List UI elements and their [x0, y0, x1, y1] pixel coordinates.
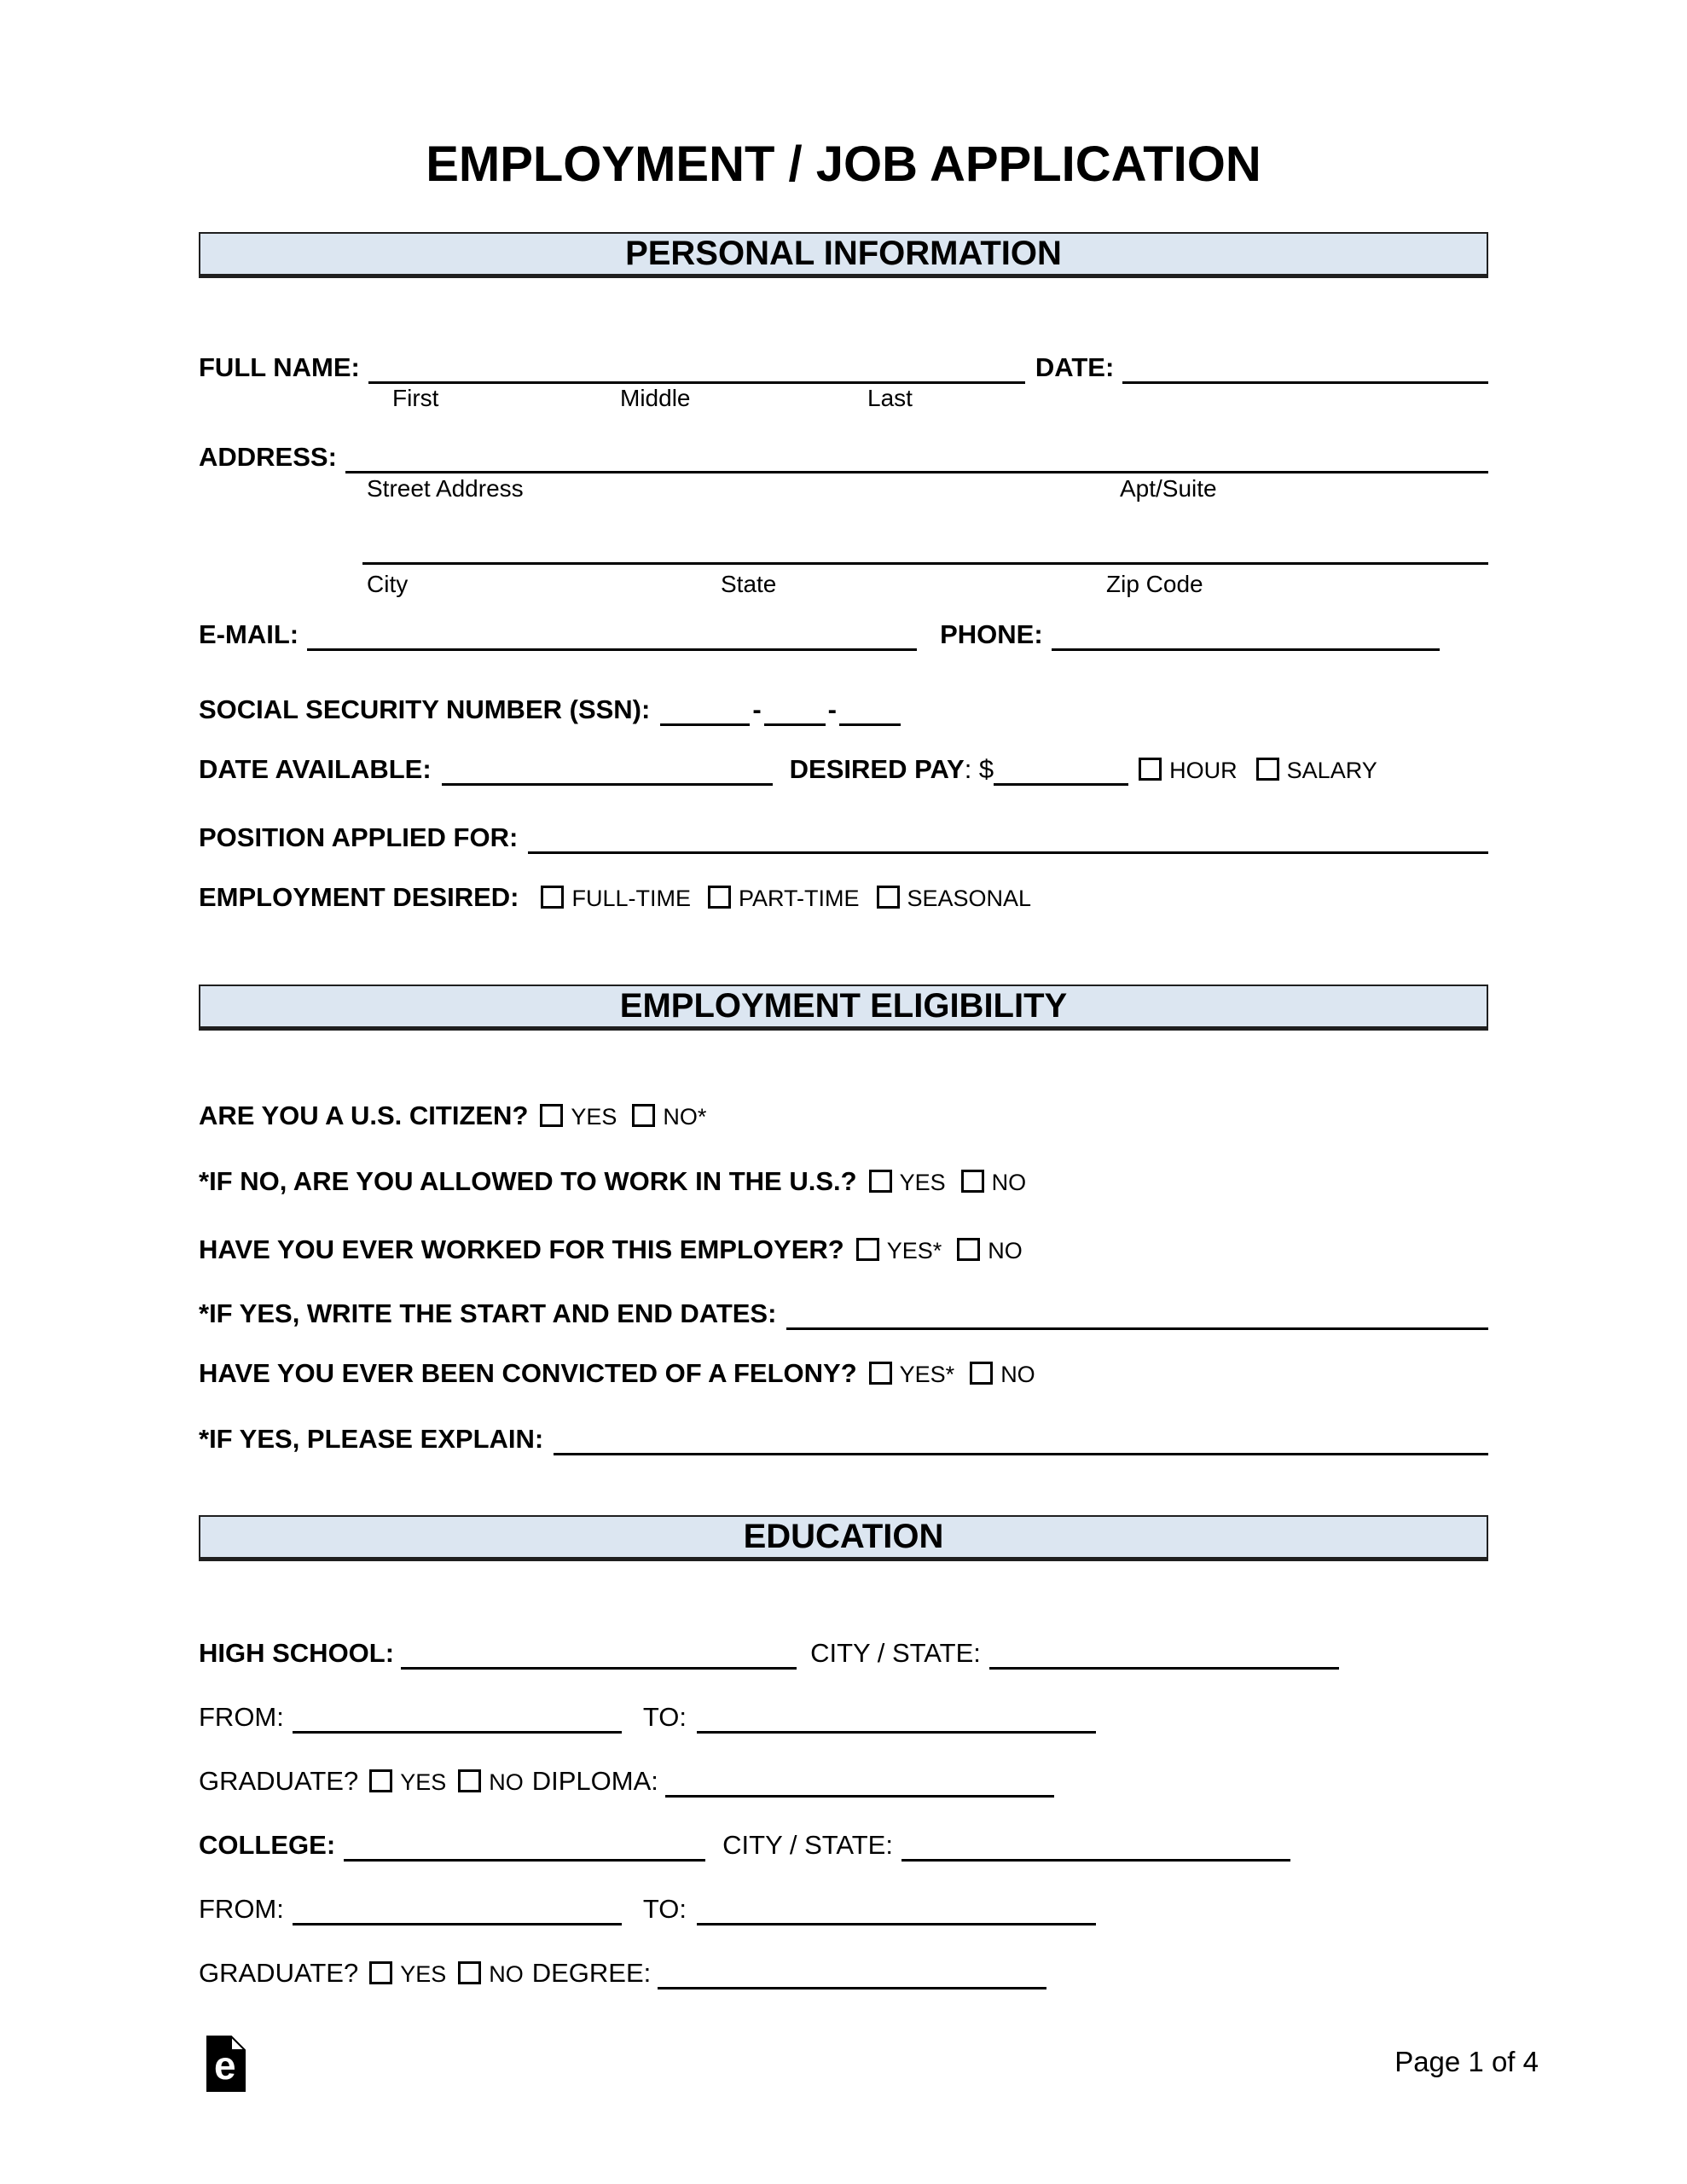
full-name-input[interactable]	[368, 356, 1025, 384]
ssn-input-1[interactable]	[660, 698, 750, 726]
email-label: E-MAIL:	[199, 619, 299, 649]
felony-yes-checkbox[interactable]	[869, 1362, 892, 1385]
allowed-to-work-yes-label: YES	[899, 1170, 946, 1195]
college-city-state-label: CITY / STATE:	[722, 1830, 893, 1860]
hs-graduate-yes-label: YES	[400, 1769, 447, 1795]
address-sublabels-row	[199, 474, 1488, 508]
worked-for-employer-no-checkbox[interactable]	[957, 1238, 980, 1261]
email-input[interactable]	[307, 623, 917, 651]
hs-graduate-label: GRADUATE?	[199, 1766, 359, 1796]
section-header-education-label: EDUCATION	[743, 1518, 944, 1555]
page-title: EMPLOYMENT / JOB APPLICATION	[426, 136, 1261, 192]
first-sublabel: First	[392, 385, 439, 411]
date-input[interactable]	[1122, 356, 1488, 384]
worked-for-employer-question: HAVE YOU EVER WORKED FOR THIS EMPLOYER?	[199, 1234, 844, 1264]
ssn-input-3[interactable]	[839, 698, 901, 726]
college-row	[199, 1826, 1488, 1861]
college-graduate-row	[199, 1954, 1488, 1989]
college-from-to-row	[199, 1890, 1488, 1925]
college-graduate-yes-label: YES	[400, 1961, 447, 1987]
apt-suite-sublabel: Apt/Suite	[1120, 475, 1217, 502]
city-sublabel: City	[367, 571, 409, 597]
hs-to-input[interactable]	[697, 1705, 1096, 1734]
felony-explain-input[interactable]	[554, 1427, 1488, 1455]
phone-input[interactable]	[1052, 623, 1440, 651]
ssn-input-2[interactable]	[764, 698, 826, 726]
us-citizen-question: ARE YOU A U.S. CITIZEN?	[199, 1101, 529, 1130]
date-available-row	[199, 750, 1488, 786]
college-to-input[interactable]	[697, 1897, 1096, 1926]
ssn-hyphen-1: -	[752, 694, 762, 724]
logo-letter: e	[214, 2043, 236, 2088]
us-citizen-no-checkbox[interactable]	[632, 1104, 655, 1127]
full-time-checkbox[interactable]	[541, 886, 564, 909]
hour-checkbox[interactable]	[1139, 758, 1162, 781]
degree-label: DEGREE:	[531, 1958, 652, 1988]
high-school-label: HIGH SCHOOL:	[199, 1638, 395, 1668]
college-graduate-no-checkbox[interactable]	[458, 1961, 481, 1984]
us-citizen-yes-checkbox[interactable]	[540, 1104, 563, 1127]
employment-desired-label: EMPLOYMENT DESIRED:	[199, 882, 519, 912]
zip-code-sublabel: Zip Code	[1106, 571, 1203, 597]
full-name-row	[199, 348, 1488, 383]
full-name-label: FULL NAME:	[199, 352, 360, 382]
allowed-to-work-no-label: NO	[991, 1170, 1027, 1195]
worked-for-employer-yes-checkbox[interactable]	[856, 1238, 879, 1261]
college-from-input[interactable]	[293, 1897, 622, 1926]
section-header-personal-information-label: PERSONAL INFORMATION	[625, 235, 1062, 272]
section-header-employment-eligibility-label: EMPLOYMENT ELIGIBILITY	[619, 987, 1068, 1025]
college-from-label: FROM:	[199, 1894, 284, 1924]
state-sublabel: State	[721, 571, 777, 597]
allowed-to-work-question: *IF NO, ARE YOU ALLOWED TO WORK IN THE U.S.?	[199, 1166, 857, 1196]
desired-pay-suffix: : $	[964, 754, 994, 784]
street-address-sublabel: Street Address	[367, 475, 524, 502]
high-school-row	[199, 1634, 1488, 1669]
address-sublabels2-row	[199, 570, 1488, 604]
us-citizen-row	[199, 1101, 1488, 1132]
college-label: COLLEGE:	[199, 1830, 336, 1860]
hs-graduate-yes-checkbox[interactable]	[369, 1769, 392, 1792]
felony-question: HAVE YOU EVER BEEN CONVICTED OF A FELONY?	[199, 1358, 857, 1388]
name-sublabels-row	[199, 384, 1488, 418]
date-label: DATE:	[1035, 352, 1115, 382]
hs-city-state-input[interactable]	[989, 1641, 1339, 1670]
allowed-to-work-yes-checkbox[interactable]	[869, 1170, 892, 1193]
us-citizen-no-label: NO*	[663, 1104, 707, 1130]
section-header-education	[199, 1515, 1488, 1561]
felony-explain-label: *IF YES, PLEASE EXPLAIN:	[199, 1424, 544, 1454]
address-row	[199, 438, 1488, 473]
eforms-logo-icon	[206, 2036, 246, 2092]
diploma-input[interactable]	[665, 1769, 1054, 1798]
hs-graduate-row	[199, 1762, 1488, 1798]
full-time-label: FULL-TIME	[571, 886, 691, 911]
ssn-hyphen-2: -	[827, 694, 837, 724]
desired-pay-input[interactable]	[994, 758, 1128, 786]
felony-row	[199, 1358, 1488, 1390]
hs-from-label: FROM:	[199, 1702, 284, 1732]
college-graduate-no-label: NO	[489, 1961, 524, 1987]
ssn-row	[199, 690, 1488, 725]
part-time-label: PART-TIME	[738, 886, 860, 911]
allowed-to-work-row	[199, 1166, 1488, 1198]
hs-from-input[interactable]	[293, 1705, 622, 1734]
felony-no-checkbox[interactable]	[970, 1362, 993, 1385]
high-school-input[interactable]	[401, 1641, 797, 1670]
start-end-dates-row	[199, 1294, 1488, 1329]
phone-label: PHONE:	[940, 619, 1043, 649]
college-city-state-input[interactable]	[901, 1833, 1290, 1862]
street-address-input[interactable]	[345, 445, 1488, 473]
worked-for-employer-row	[199, 1234, 1488, 1266]
hs-graduate-no-checkbox[interactable]	[458, 1769, 481, 1792]
hour-label: HOUR	[1169, 758, 1238, 783]
seasonal-label: SEASONAL	[907, 886, 1032, 911]
page-number: Page 1 of 4	[1394, 2046, 1539, 2077]
degree-input[interactable]	[658, 1961, 1046, 1989]
hs-city-state-label: CITY / STATE:	[810, 1638, 981, 1668]
worked-for-employer-yes-label: YES*	[886, 1238, 942, 1263]
date-available-label: DATE AVAILABLE:	[199, 754, 432, 784]
address-line2-row	[199, 529, 1488, 557]
part-time-checkbox[interactable]	[708, 886, 731, 909]
date-available-input[interactable]	[442, 758, 773, 786]
college-input[interactable]	[344, 1833, 705, 1862]
employment-desired-row	[199, 882, 1488, 914]
ssn-label: SOCIAL SECURITY NUMBER (SSN):	[199, 694, 651, 724]
salary-label: SALARY	[1286, 758, 1377, 783]
position-applied-label: POSITION APPLIED FOR:	[199, 822, 519, 852]
address-label: ADDRESS:	[199, 442, 337, 472]
allowed-to-work-no-checkbox[interactable]	[961, 1170, 984, 1193]
section-header-personal-information	[199, 232, 1488, 278]
city-state-zip-input[interactable]	[362, 537, 1488, 565]
college-graduate-yes-checkbox[interactable]	[369, 1961, 392, 1984]
felony-yes-label: YES*	[899, 1362, 955, 1387]
last-sublabel: Last	[867, 385, 913, 411]
worked-for-employer-no-label: NO	[988, 1238, 1023, 1263]
diploma-label: DIPLOMA:	[531, 1766, 658, 1796]
seasonal-checkbox[interactable]	[877, 886, 900, 909]
position-applied-input[interactable]	[528, 826, 1488, 854]
college-to-label: TO:	[642, 1894, 687, 1924]
section-header-employment-eligibility	[199, 985, 1488, 1031]
us-citizen-yes-label: YES	[571, 1104, 617, 1130]
start-end-dates-input[interactable]	[786, 1302, 1488, 1330]
hs-from-to-row	[199, 1698, 1488, 1733]
desired-pay-label: DESIRED PAY	[789, 754, 965, 784]
felony-no-label: NO	[1000, 1362, 1035, 1387]
start-end-dates-label: *IF YES, WRITE THE START AND END DATES:	[199, 1298, 777, 1328]
hs-to-label: TO:	[642, 1702, 687, 1732]
position-row	[199, 818, 1488, 853]
email-phone-row	[199, 615, 1488, 650]
hs-graduate-no-label: NO	[489, 1769, 524, 1795]
salary-checkbox[interactable]	[1256, 758, 1279, 781]
college-graduate-label: GRADUATE?	[199, 1958, 359, 1988]
felony-explain-row	[199, 1420, 1488, 1455]
middle-sublabel: Middle	[620, 385, 691, 411]
